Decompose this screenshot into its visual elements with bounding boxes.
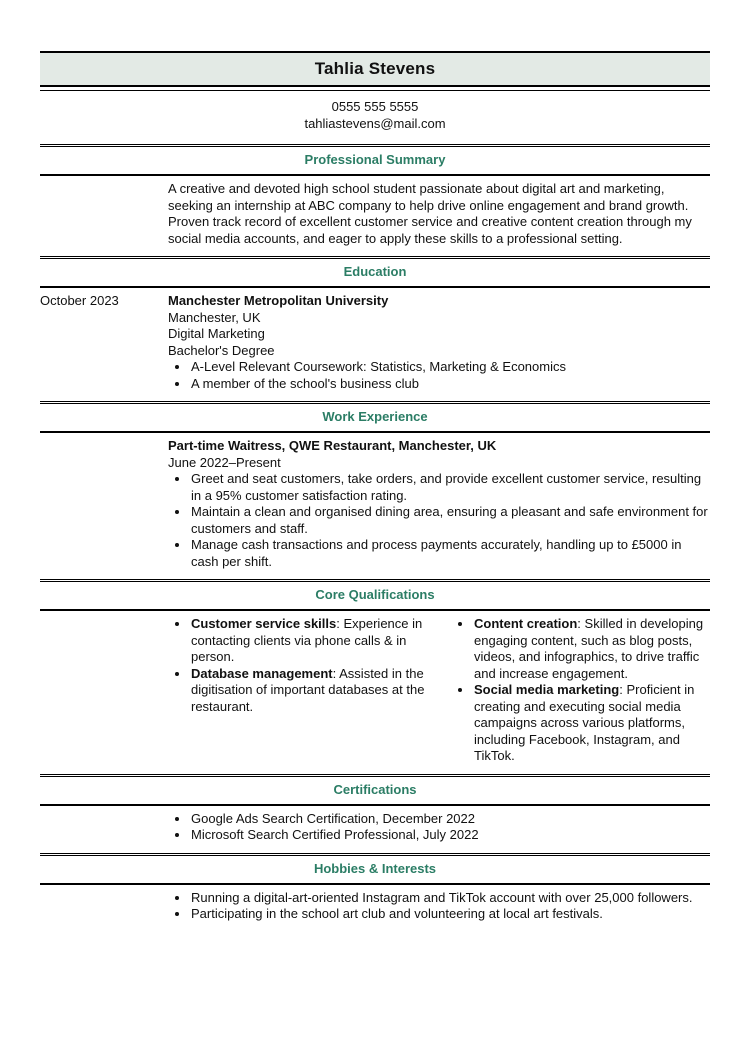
education-program: Digital Marketing (168, 326, 265, 341)
skill-description: : Assisted in the digitisation of important databases at the restaurant. (191, 665, 425, 714)
hobbies-bullet-list (168, 890, 710, 923)
list-item (190, 616, 427, 666)
qualifications-left-column (168, 616, 427, 765)
certifications-date-column (40, 811, 168, 844)
list-item (473, 616, 710, 682)
qualifications-bullet-list (451, 616, 710, 765)
list-item: • A-Level Relevant Coursework: Statistics, Marketing & Economics (190, 359, 710, 376)
section-certifications (40, 806, 710, 844)
section-professional-summary (40, 176, 710, 247)
section-title: Professional Summary (304, 152, 446, 167)
summary-text: A creative and devoted high school student passionate about digital art and marketing, seeking an internship at ABC company to help drive online engagement and brand growth. Proven track record of excellent customer service and creative content creation through my social media accounts, and eager to apply these skills to a professional setting. (168, 181, 692, 246)
section-education (40, 288, 710, 392)
experience-dates: June 2022–Present (168, 454, 281, 470)
list-item (473, 682, 710, 765)
skill-term: Social media marketing (474, 682, 620, 697)
qualifications-bullet-list (168, 616, 427, 715)
email-address: tahliastevens@mail.com (304, 116, 446, 131)
list-item: • Running a digital-art-oriented Instagram and TikTok account with over 25,000 followers. (190, 890, 710, 907)
section-title: Certifications (333, 781, 417, 797)
section-title: Hobbies & Interests (313, 860, 437, 876)
education-location: Manchester, UK (168, 309, 261, 325)
hobbies-date-column (40, 890, 168, 923)
section-title: Work Experience (322, 409, 428, 424)
skill-term: Database management (191, 665, 333, 681)
list-item: • Google Ads Search Certification, December 2022 (190, 811, 710, 828)
skill-description: : Proficient in creating and executing social media campaigns across various platforms, including Facebook, Instagram, and TikTok. (474, 682, 695, 763)
skill-description: : Skilled in developing engaging content, such as blog posts, videos, and infographics, to drive traffic and increase engagement. (474, 616, 704, 681)
skill-description: : Experience in contacting clients via phone calls & in person. (191, 616, 423, 664)
section-header-professional-summary (40, 144, 710, 176)
qualifications-date-column (40, 616, 168, 765)
experience-role: Part-time Waitress, QWE Restaurant, Manchester, UK (168, 438, 497, 453)
list-item: • A member of the school's business club (190, 376, 710, 393)
summary-date-column (40, 181, 168, 247)
education-date: October 2023 (40, 293, 119, 308)
name-band (40, 51, 710, 87)
list-item (190, 666, 427, 716)
education-degree: Bachelor's Degree (168, 342, 275, 358)
section-header-work-experience (40, 401, 710, 433)
section-header-education (40, 256, 710, 288)
list-item: • Maintain a clean and organised dining area, ensuring a pleasant and safe environment for customers and staff. (190, 504, 710, 537)
experience-bullet-list (168, 471, 710, 570)
skill-term: Content creation (474, 616, 578, 631)
header-divider (40, 90, 710, 91)
section-hobbies-interests (40, 885, 710, 923)
list-item: • Greet and seat customers, take orders, and provide excellent customer service, resulting in a 95% customer satisfaction rating. (190, 471, 710, 504)
skill-term: Customer service skills (191, 616, 337, 631)
experience-date-column (40, 438, 168, 570)
education-bullet-list (168, 359, 710, 392)
section-core-qualifications (40, 611, 710, 765)
section-work-experience (40, 433, 710, 570)
section-header-core-qualifications (40, 579, 710, 611)
section-header-hobbies-interests (40, 853, 710, 885)
education-school: Manchester Metropolitan University (168, 293, 389, 308)
section-title: Education (343, 264, 407, 279)
list-item: • Manage cash transactions and process payments accurately, handling up to £5000 in cash per shift. (190, 537, 710, 570)
candidate-name: Tahlia Stevens (314, 59, 436, 78)
list-item: • Microsoft Search Certified Professional, July 2022 (190, 827, 710, 844)
qualifications-right-column (451, 616, 710, 765)
section-title: Core Qualifications (315, 587, 435, 602)
section-header-certifications (40, 774, 710, 806)
certifications-bullet-list (168, 811, 710, 844)
phone-number: 0555 555 5555 (331, 99, 419, 114)
list-item: • Participating in the school art club and volunteering at local art festivals. (190, 906, 710, 923)
contact-block (40, 98, 710, 132)
